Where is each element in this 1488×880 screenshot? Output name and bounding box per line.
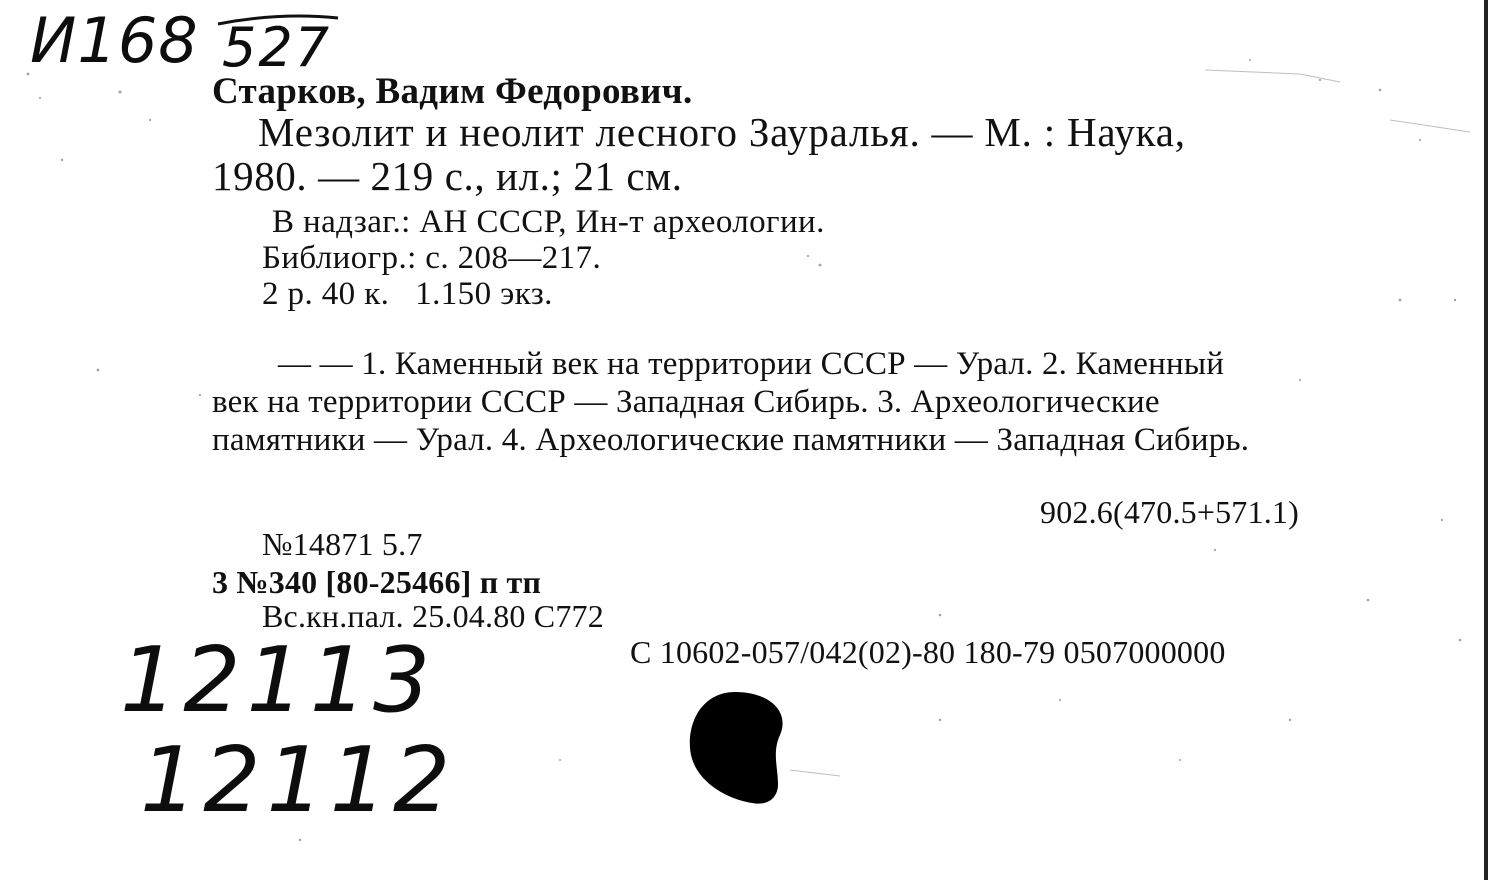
handwritten-bottom-2: 12112 xyxy=(140,728,457,833)
card-note-bibliography: Библиогр.: с. 208—217. xyxy=(262,240,602,276)
card-subject-line-3: памятники — Урал. 4. Археологические памятники — Западная Сибирь. xyxy=(212,422,1250,458)
handwritten-top-number: 527 xyxy=(222,16,332,79)
card-note-header: В надзаг.: АН СССР, Ин-т археологии. xyxy=(272,204,825,240)
card-catalog-code: С 10602-057/042(02)-80 180-79 0507000000 xyxy=(630,634,1226,670)
handwritten-top-left: И168 xyxy=(30,4,199,77)
card-book-chamber: Вс.кн.пал. 25.04.80 С772 xyxy=(262,598,604,634)
card-author: Старков, Вадим Федорович. xyxy=(212,71,693,112)
card-note-price: 2 р. 40 к. 1.150 экз. xyxy=(262,276,553,312)
handwritten-bottom-1: 12113 xyxy=(120,628,437,733)
card-title: Мезолит и неолит лесного Зауралья. — М. : Наука, xyxy=(258,109,1186,155)
card-order-number: 3 №340 [80-25466] п тп xyxy=(212,564,542,600)
card-subject-line-1: — — 1. Каменный век на территории СССР — Урал. 2. Каменный xyxy=(278,346,1225,382)
card-publication: 1980. — 219 с., ил.; 21 см. xyxy=(212,153,683,199)
card-inventory: №14871 5.7 xyxy=(262,526,423,562)
card-classification: 902.6(470.5+571.1) xyxy=(1040,494,1299,530)
punch-hole xyxy=(690,692,783,804)
card-subject-line-2: век на территории СССР — Западная Сибирь. 3. Археологические xyxy=(212,384,1160,420)
